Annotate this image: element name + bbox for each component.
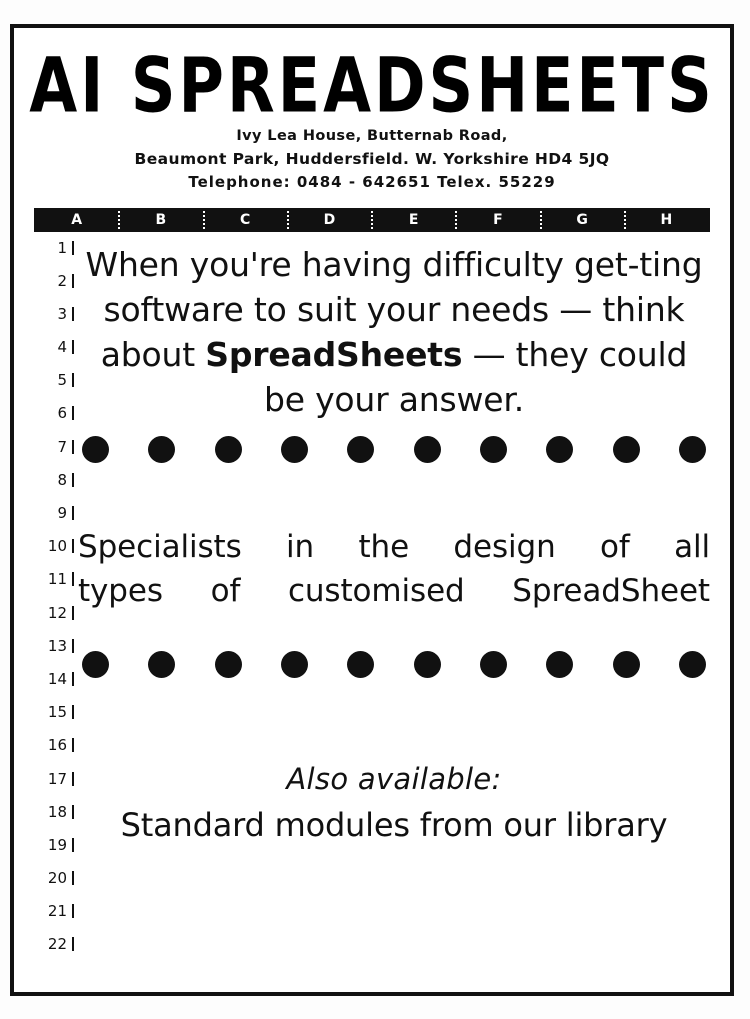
address-block bbox=[28, 126, 716, 194]
divider-dot bbox=[613, 436, 640, 463]
row-number: 14 bbox=[34, 663, 76, 696]
divider-dot bbox=[281, 436, 308, 463]
footer-block bbox=[78, 762, 710, 844]
spreadsheet-column-header-bar bbox=[34, 208, 710, 232]
divider-dot bbox=[281, 651, 308, 678]
divider-dot bbox=[347, 436, 374, 463]
advert-copy-area bbox=[78, 232, 710, 967]
row-number: 7 bbox=[34, 431, 76, 464]
divider-dot bbox=[480, 651, 507, 678]
row-number: 11 bbox=[34, 563, 76, 596]
divider-dot bbox=[215, 436, 242, 463]
column-header-f: F bbox=[457, 211, 541, 229]
divider-dot bbox=[215, 651, 242, 678]
headline-part-1: When you're having difficulty get-ting software to suit your needs — think about bbox=[85, 244, 703, 374]
address-line-1: Ivy Lea House, Butternab Road, bbox=[236, 128, 508, 144]
company-name: AI SPREADSHEETS bbox=[29, 40, 715, 130]
row-number: 19 bbox=[34, 829, 76, 862]
dot-divider-top bbox=[78, 436, 710, 463]
column-header-g: G bbox=[542, 211, 626, 229]
row-number: 13 bbox=[34, 630, 76, 663]
row-number: 5 bbox=[34, 364, 76, 397]
divider-dot bbox=[347, 651, 374, 678]
row-number: 6 bbox=[34, 397, 76, 430]
dot-divider-bottom bbox=[78, 651, 710, 678]
row-number: 12 bbox=[34, 597, 76, 630]
advert-frame bbox=[10, 24, 734, 996]
row-number: 4 bbox=[34, 331, 76, 364]
headline-emphasis: SpreadSheets bbox=[205, 334, 463, 374]
address-line-2: Beaumont Park, Huddersfield. W. Yorkshire HD4 5JQ bbox=[134, 149, 610, 168]
headline-paragraph bbox=[78, 232, 710, 422]
row-number: 20 bbox=[34, 862, 76, 895]
divider-dot bbox=[82, 436, 109, 463]
column-header-h: H bbox=[660, 211, 674, 228]
column-header-a: A bbox=[36, 211, 120, 229]
row-number: 15 bbox=[34, 696, 76, 729]
also-available-label: Also available: bbox=[286, 761, 502, 796]
specialists-line-1: Specialists in the design of all bbox=[78, 528, 710, 565]
divider-dot bbox=[613, 651, 640, 678]
divider-dot bbox=[679, 651, 706, 678]
divider-dot bbox=[546, 436, 573, 463]
row-number: 8 bbox=[34, 464, 76, 497]
divider-dot bbox=[414, 651, 441, 678]
row-number: 9 bbox=[34, 497, 76, 530]
row-number: 2 bbox=[34, 265, 76, 298]
headline-part-2: — they could be your answer. bbox=[263, 334, 688, 419]
divider-dot bbox=[414, 436, 441, 463]
row-number: 3 bbox=[34, 298, 76, 331]
row-number: 18 bbox=[34, 796, 76, 829]
divider-dot bbox=[546, 651, 573, 678]
divider-dot bbox=[148, 436, 175, 463]
column-header-e: E bbox=[373, 211, 457, 229]
divider-dot bbox=[480, 436, 507, 463]
row-number: 1 bbox=[34, 232, 76, 265]
divider-dot bbox=[82, 651, 109, 678]
contact-line: Telephone: 0484 - 642651 Telex. 55229 bbox=[188, 173, 556, 191]
divider-dot bbox=[679, 436, 706, 463]
row-number: 21 bbox=[34, 895, 76, 928]
column-header-b: B bbox=[120, 211, 204, 229]
row-number: 16 bbox=[34, 729, 76, 762]
masthead bbox=[28, 40, 716, 194]
specialists-line-2: types of customised SpreadSheet bbox=[78, 572, 710, 609]
row-number: 10 bbox=[34, 530, 76, 563]
row-number: 17 bbox=[34, 763, 76, 796]
spreadsheet-body bbox=[34, 232, 710, 967]
modules-line: Standard modules from our library bbox=[120, 805, 668, 844]
row-number: 22 bbox=[34, 928, 76, 961]
specialists-paragraph bbox=[78, 525, 710, 613]
row-number-gutter bbox=[34, 232, 76, 967]
divider-dot bbox=[148, 651, 175, 678]
column-header-c: C bbox=[205, 211, 289, 229]
column-header-d: D bbox=[289, 211, 373, 229]
